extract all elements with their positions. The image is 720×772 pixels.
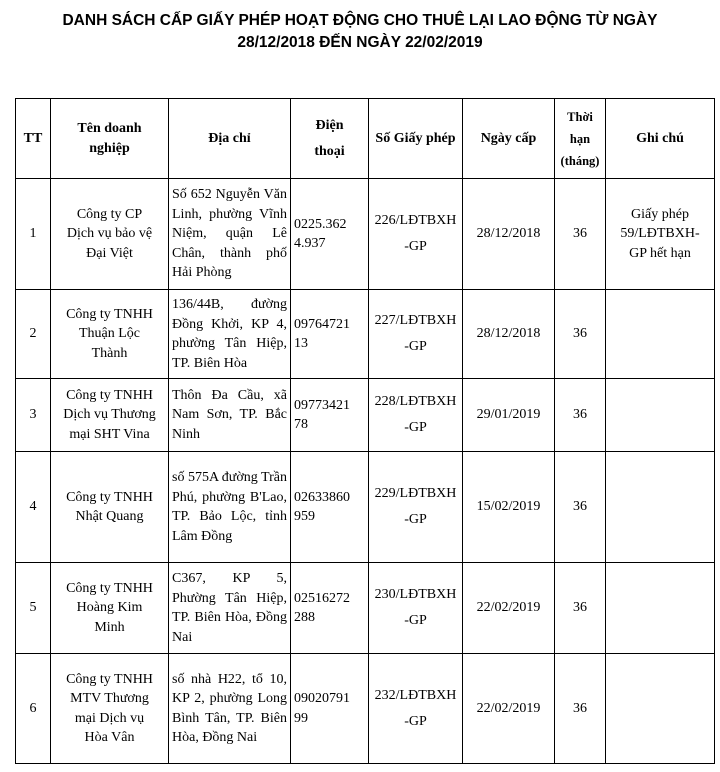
- header-phone: Điện thoại: [291, 99, 369, 179]
- table-row: [16, 179, 715, 290]
- header-term: Thời hạn (tháng): [555, 99, 606, 179]
- row-company-name: Công ty CP Dịch vụ bảo vệ Đại Việt: [51, 179, 169, 290]
- row-tt: 5: [16, 563, 51, 654]
- row-term: 36: [555, 654, 606, 764]
- row-tt: 1: [16, 179, 51, 290]
- table-row: [16, 654, 715, 764]
- row-company-name: Công ty TNHH MTV Thương mại Dịch vụ Hòa Vân: [51, 654, 169, 764]
- title-line-1: DANH SÁCH CẤP GIẤY PHÉP HOẠT ĐỘNG CHO THUÊ LẠI LAO ĐỘNG TỪ NGÀY: [62, 12, 658, 29]
- row-company-name: Công ty TNHH Dịch vụ Thương mại SHT Vina: [51, 379, 169, 452]
- row-note: [606, 452, 715, 563]
- row-address: số 575A đường Trần Phú, phường B'Lao, TP. Bảo Lộc, tỉnh Lâm Đồng: [169, 452, 291, 563]
- row-issue-date: 22/02/2019: [463, 654, 555, 764]
- row-company-name: Công ty TNHH Thuận Lộc Thành: [51, 290, 169, 379]
- row-license: 226/LĐTBXH -GP: [369, 179, 463, 290]
- row-term: 36: [555, 290, 606, 379]
- row-issue-date: 28/12/2018: [463, 179, 555, 290]
- header-note: Ghi chú: [606, 99, 715, 179]
- table-row: [16, 563, 715, 654]
- header-license: Số Giấy phép: [369, 99, 463, 179]
- row-note: [606, 290, 715, 379]
- row-phone: 02633860 959: [291, 452, 369, 563]
- row-address: 136/44B, đường Đồng Khởi, KP 4, phường Tân Hiệp, TP. Biên Hòa: [169, 290, 291, 379]
- header-address: Địa chỉ: [169, 99, 291, 179]
- row-issue-date: 22/02/2019: [463, 563, 555, 654]
- row-phone: 02516272 288: [291, 563, 369, 654]
- row-phone: 09773421 78: [291, 379, 369, 452]
- header-company-name: Tên doanh nghiệp: [51, 99, 169, 179]
- row-address: Thôn Đa Cầu, xã Nam Sơn, TP. Bắc Ninh: [169, 379, 291, 452]
- row-issue-date: 28/12/2018: [463, 290, 555, 379]
- header-row: [16, 99, 715, 179]
- row-phone: 0225.362 4.937: [291, 179, 369, 290]
- row-address: số nhà H22, tổ 10, KP 2, phường Long Bình Tân, TP. Biên Hòa, Đồng Nai: [169, 654, 291, 764]
- row-license: 227/LĐTBXH -GP: [369, 290, 463, 379]
- table-row: [16, 452, 715, 563]
- row-license: 228/LĐTBXH -GP: [369, 379, 463, 452]
- row-note: [606, 654, 715, 764]
- title-line-2: 28/12/2018 ĐẾN NGÀY 22/02/2019: [237, 34, 483, 51]
- table-row: [16, 290, 715, 379]
- header-issue-date: Ngày cấp: [463, 99, 555, 179]
- row-company-name: Công ty TNHH Hoàng Kim Minh: [51, 563, 169, 654]
- row-address: Số 652 Nguyễn Văn Linh, phường Vĩnh Niệm, quận Lê Chân, thành phố Hải Phòng: [169, 179, 291, 290]
- row-company-name: Công ty TNHH Nhật Quang: [51, 452, 169, 563]
- document-title: [0, 10, 720, 54]
- row-term: 36: [555, 563, 606, 654]
- header-tt: TT: [16, 99, 51, 179]
- row-tt: 6: [16, 654, 51, 764]
- row-phone: 09764721 13: [291, 290, 369, 379]
- row-issue-date: 15/02/2019: [463, 452, 555, 563]
- row-address: C367, KP 5, Phường Tân Hiệp, TP. Biên Hòa, Đồng Nai: [169, 563, 291, 654]
- row-issue-date: 29/01/2019: [463, 379, 555, 452]
- row-note: [606, 563, 715, 654]
- license-table: [15, 98, 715, 764]
- table-row: [16, 379, 715, 452]
- row-license: 230/LĐTBXH -GP: [369, 563, 463, 654]
- row-tt: 3: [16, 379, 51, 452]
- row-term: 36: [555, 452, 606, 563]
- row-tt: 2: [16, 290, 51, 379]
- row-phone: 09020791 99: [291, 654, 369, 764]
- row-license: 232/LĐTBXH -GP: [369, 654, 463, 764]
- row-term: 36: [555, 379, 606, 452]
- row-term: 36: [555, 179, 606, 290]
- row-note: Giấy phép 59/LĐTBXH- GP hết hạn: [606, 179, 715, 290]
- row-license: 229/LĐTBXH -GP: [369, 452, 463, 563]
- row-note: [606, 379, 715, 452]
- row-tt: 4: [16, 452, 51, 563]
